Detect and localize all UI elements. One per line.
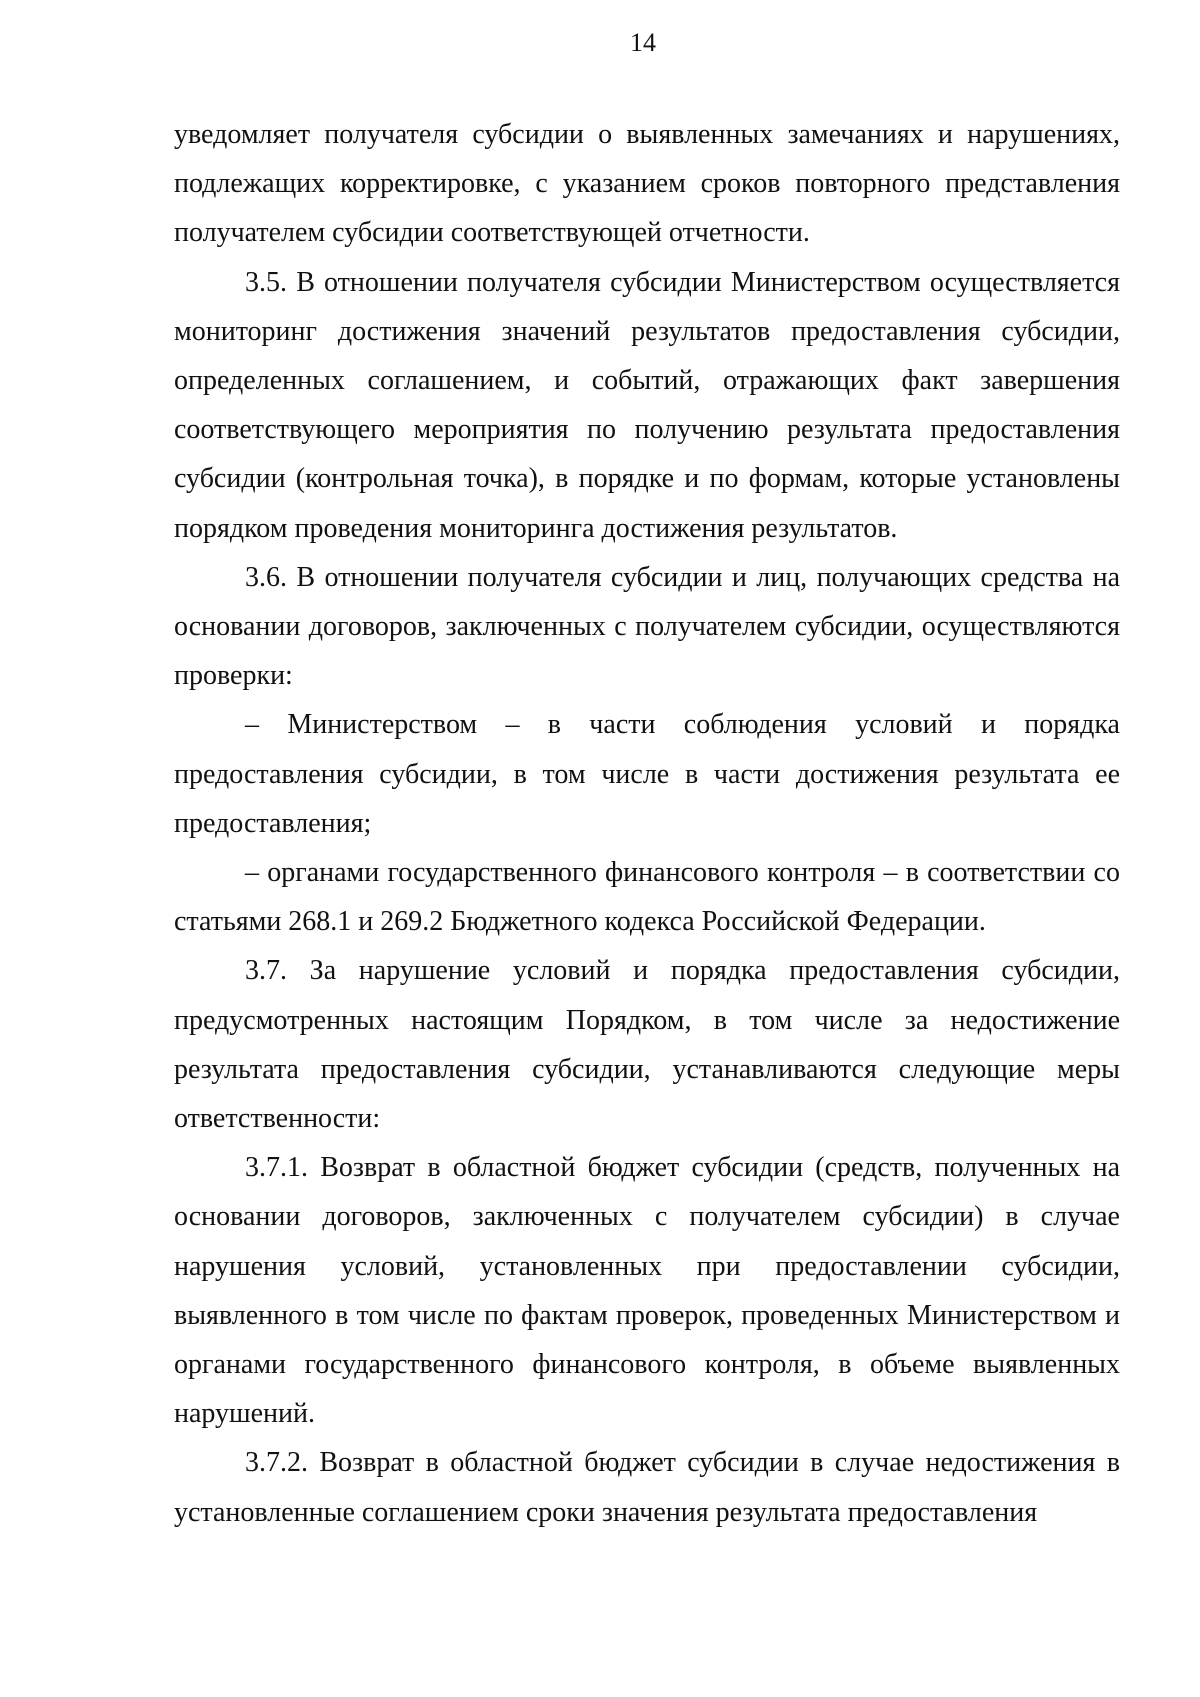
paragraph-continuation: уведомляет получателя субсидии о выявленных замечаниях и нарушениях, подлежащих корректировке, с указанием сроков повторного представления получателем субсидии соответствующей отчетности.	[174, 119, 1120, 249]
paragraph-3-5: 3.5. В отношении получателя субсидии Министерством осуществляется мониторинг достижения значений результатов предоставления субсидии, определенных соглашением, и событий, отражающих факт завершения соответствующего мероприятия по получению результата предоставления субсидии (контрольная точка), в порядке и по формам, которые установлены порядком проведения мониторинга достижения результатов.	[174, 266, 1120, 544]
page-number: 14	[630, 28, 656, 57]
list-item-financial-control: – органами государственного финансового контроля – в соответствии со статьями 268.1 и 269.2 Бюджетного кодекса Российской Федерации.	[174, 857, 1120, 938]
list-item-ministry: – Министерством – в части соблюдения условий и порядка предоставления субсидии, в том числе в части достижения результата ее предоставления;	[174, 709, 1120, 839]
paragraph-3-7-1: 3.7.1. Возврат в областной бюджет субсидии (средств, полученных на основании договоров, заключенных с получателем субсидии) в случае нарушения условий, установленных при предоставлении субсидии, выявленного в том числе по фактам проверок, проведенных Министерством и органами государственного финансового контроля, в объеме выявленных нарушений.	[174, 1152, 1120, 1430]
paragraph-3-7-2: 3.7.2. Возврат в областной бюджет субсидии в случае недостижения в установленные соглашением сроки значения результата предоставления	[174, 1447, 1120, 1528]
paragraph-3-6: 3.6. В отношении получателя субсидии и лиц, получающих средства на основании договоров, заключенных с получателем субсидии, осуществляются проверки:	[174, 561, 1120, 692]
document-body	[174, 110, 1120, 1537]
paragraph-3-7: 3.7. За нарушение условий и порядка предоставления субсидии, предусмотренных настоящим Порядком, в том числе за недостижение результата предоставления субсидии, устанавливаются следующие меры ответственности:	[174, 955, 1120, 1135]
